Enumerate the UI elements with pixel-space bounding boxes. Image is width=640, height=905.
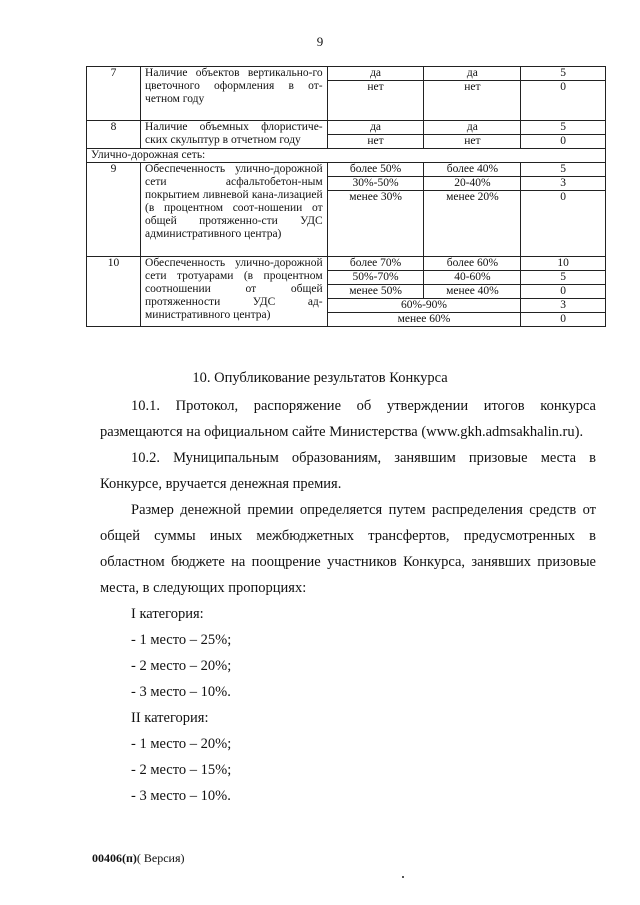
- list-item: - 2 место – 20%;: [131, 658, 232, 674]
- cell-value: 20-40%: [424, 177, 521, 191]
- cell-value: нет: [327, 135, 424, 149]
- list-item: - 3 место – 10%.: [131, 684, 231, 700]
- cell-score: 0: [521, 81, 606, 121]
- category-title: II категория:: [131, 710, 209, 726]
- cell-score: 5: [521, 67, 606, 81]
- cell-score: 3: [521, 299, 606, 313]
- cell-score: 5: [521, 163, 606, 177]
- cell-score: 0: [521, 135, 606, 149]
- cell-score: 0: [521, 313, 606, 327]
- document-code: 00406(п): [92, 851, 137, 865]
- table-row: [87, 121, 606, 135]
- paragraph: 10.1. Протокол, распоряжение об утверждении итогов конкурса размещаются на официальном сайте Министерства (www.gkh.admsakhalin.ru).: [100, 398, 596, 440]
- cell-score: 5: [521, 271, 606, 285]
- row-number: 9: [87, 163, 141, 257]
- cell-value: более 50%: [327, 163, 424, 177]
- cell-score: 0: [521, 285, 606, 299]
- cell-value: нет: [327, 81, 424, 121]
- cell-score: 0: [521, 191, 606, 257]
- criterion-description: Наличие объемных флористиче-ских скульптур в отчетном году: [141, 121, 328, 149]
- table-row: [87, 163, 606, 177]
- cell-value: 30%-50%: [327, 177, 424, 191]
- list-item: - 1 место – 20%;: [131, 736, 232, 752]
- criterion-description: Обеспеченность улично-дорожной сети асфальтобетон-ным покрытием ливневой кана-лизацией (в процентном соот-ношении от общей протяженно-сти УДС административного центра): [141, 163, 328, 257]
- cell-value: да: [327, 67, 424, 81]
- section-label: Улично-дорожная сеть:: [87, 149, 606, 163]
- section-title: 10. Опубликование результатов Конкурса: [192, 370, 448, 386]
- row-number: 10: [87, 257, 141, 327]
- cell-value: менее 20%: [424, 191, 521, 257]
- page-number: 9: [316, 34, 324, 49]
- criteria-table: [86, 66, 606, 327]
- paragraph: 10.2. Муниципальным образованиям, занявшим призовые места в Конкурсе, вручается денежная премия.: [100, 450, 596, 492]
- cell-value: более 40%: [424, 163, 521, 177]
- cell-score: 3: [521, 177, 606, 191]
- cell-score: 5: [521, 121, 606, 135]
- row-number: 7: [87, 67, 141, 121]
- version-label: ( Версия): [136, 851, 185, 865]
- table-section-row: [87, 149, 606, 163]
- criterion-description: Обеспеченность улично-дорожной сети тротуарами (в процентном соотношении от общей протяженности УДС ад-министративного центра): [141, 257, 328, 327]
- footer: [92, 851, 185, 866]
- cell-merged-value: менее 60%: [327, 313, 521, 327]
- cell-value: более 60%: [424, 257, 521, 271]
- cell-value: менее 40%: [424, 285, 521, 299]
- cell-value: менее 30%: [327, 191, 424, 257]
- row-number: 8: [87, 121, 141, 149]
- cell-merged-value: 60%-90%: [327, 299, 521, 313]
- criterion-description: Наличие объектов вертикально-го цветочного оформления в от-четном году: [141, 67, 328, 121]
- cell-value: да: [424, 121, 521, 135]
- scan-mark: [402, 876, 404, 878]
- cell-value: нет: [424, 135, 521, 149]
- cell-value: более 70%: [327, 257, 424, 271]
- list-item: - 1 место – 25%;: [131, 632, 232, 648]
- cell-score: 10: [521, 257, 606, 271]
- cell-value: нет: [424, 81, 521, 121]
- cell-value: 40-60%: [424, 271, 521, 285]
- cell-value: менее 50%: [327, 285, 424, 299]
- cell-value: да: [424, 67, 521, 81]
- paragraph: Размер денежной премии определяется путем распределения средств от общей суммы иных межбюджетных трансфертов, предусмотренных в областном бюджете на поощрение участников Конкурса, занявших призовые места, в следующих пропорциях:: [100, 502, 596, 596]
- list-item: - 3 место – 10%.: [131, 788, 231, 804]
- cell-value: да: [327, 121, 424, 135]
- table-row: [87, 67, 606, 81]
- body-text: [100, 393, 596, 809]
- cell-value: 50%-70%: [327, 271, 424, 285]
- category-title: I категория:: [131, 606, 204, 622]
- table-row: [87, 257, 606, 271]
- list-item: - 2 место – 15%;: [131, 762, 232, 778]
